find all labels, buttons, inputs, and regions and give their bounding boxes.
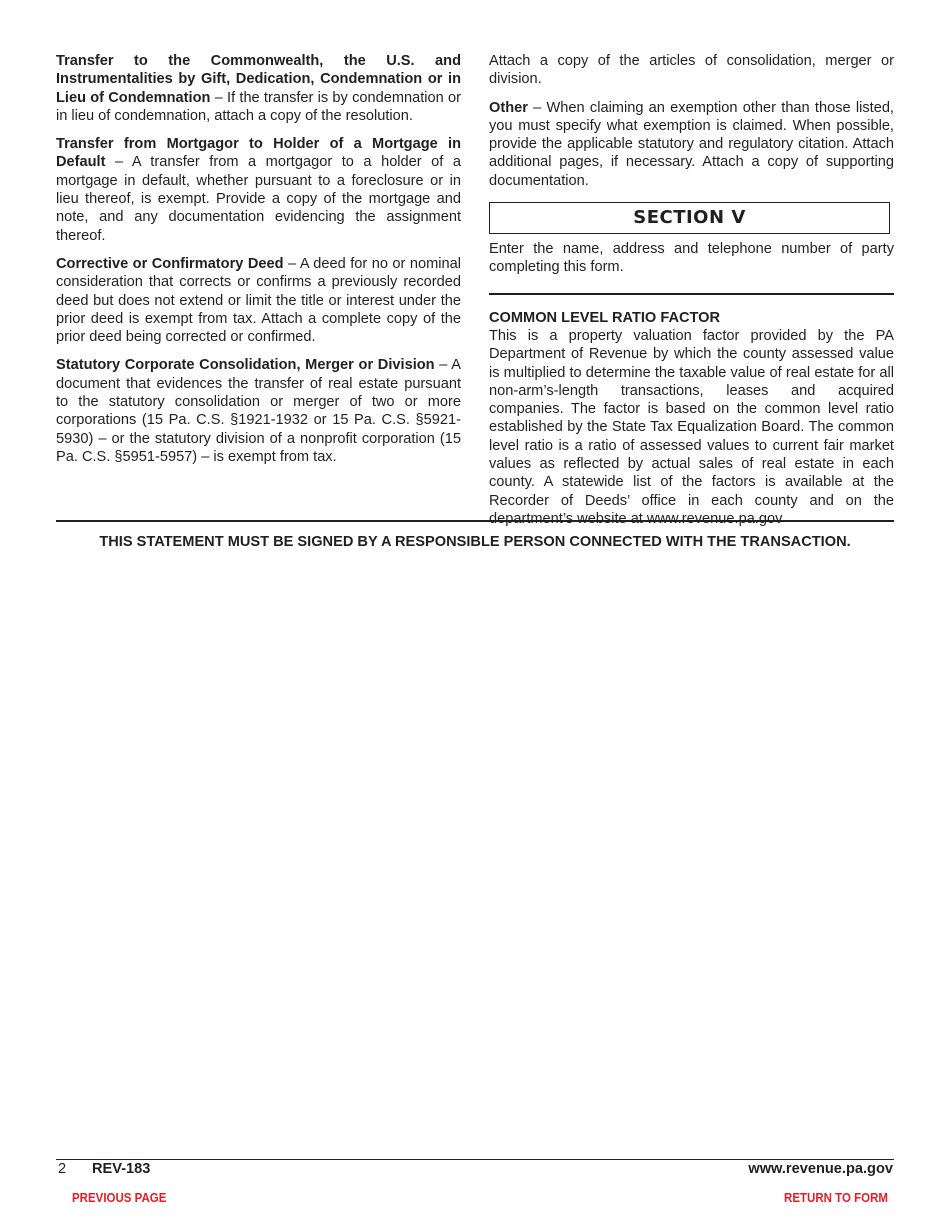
paragraph-heading: Other (489, 99, 528, 116)
paragraph-heading: Transfer to the Commonwealth, the U.S. and Instrumentalities by Gift, Dedication, Condemnation or in Lieu of Condemnation (56, 53, 461, 106)
paragraph-commonwealth-transfer (56, 52, 461, 125)
clr-heading: COMMON LEVEL RATIO FACTOR (489, 309, 721, 326)
signature-statement: THIS STATEMENT MUST BE SIGNED BY A RESPONSIBLE PERSON CONNECTED WITH THE TRANSACTION. (99, 534, 851, 550)
clr-body: This is a property valuation factor provided by the PA Department of Revenue by which the county assessed value is multiplied to determine the taxable value of real estate for all non-arm’s-length transactions, leases and acquired companies. The factor is based on the common level ratio established by the State Tax Equalization Board. The common level ratio is a ratio of assessed values to current fair market values as reflected by actual sales of real estate in each county. A statewide list of the factors is available at the Recorder of Deeds’ office in each county and on the department’s website at www.revenue.pa.gov (489, 327, 894, 527)
paragraph-body: – A deed for no or nominal consideration that corrects or confirms a previously recorded deed but does not extend or limit the title or interest under the prior deed is exempt from tax. Attach a complete copy of the prior deed being corrected or confirmed. (56, 255, 462, 346)
paragraph-articles-intro: Attach a copy of the articles of consolidation, merger or division. (489, 53, 894, 88)
paragraph-other (489, 99, 894, 190)
paragraph-heading: Statutory Corporate Consolidation, Merger or Division (56, 357, 435, 374)
paragraph-heading: Corrective or Confirmatory Deed (56, 255, 284, 272)
paragraph-corporate-consolidation (56, 356, 461, 466)
footer-divider (56, 1159, 894, 1160)
paragraph-corrective-deed (56, 255, 461, 346)
left-column (56, 52, 461, 476)
section-v-header (489, 202, 890, 234)
divider (489, 293, 894, 295)
footer-website: www.revenue.pa.gov (748, 1161, 893, 1177)
paragraph-body: – When claiming an exemption other than those listed, you must specify what exemption is claimed. When possible, provide the applicable statutory and regulatory citation. Attach additional pages, if necessary. Attach a copy of supporting documentation. (489, 99, 894, 189)
paragraph-body: – A document that evidences the transfer of real estate pursuant to the statutory consolidation or merger of two or more corporations (15 Pa. C.S. §1921-1932 or 15 Pa. C.S. §5921-5930) – or the statutory division of a nonprofit corporation (15 Pa. C.S. §5951-5957) – is exempt from tax. (56, 357, 461, 465)
right-column (489, 52, 894, 538)
form-code: REV-183 (92, 1161, 151, 1177)
return-to-form-link[interactable]: RETURN TO FORM (784, 1191, 888, 1205)
paragraph-body: – A transfer from a mortgagor to a holder of a mortgage in default, whether pursuant to a foreclosure or in lieu thereof, is exempt. Provide a copy of the mortgage and note, and any documentation evidencing the assignment thereof. (56, 154, 461, 244)
previous-page-link[interactable]: PREVIOUS PAGE (72, 1191, 167, 1205)
paragraph-body: – If the transfer is by condemnation or in lieu of condemnation, attach a copy of the resolution. (56, 89, 461, 124)
section-title: SECTION V (633, 206, 746, 228)
paragraph-heading: Transfer from Mortgagor to Holder of a Mortgage in Default (56, 136, 461, 171)
divider (56, 520, 894, 522)
section-v-instructions: Enter the name, address and telephone number of party completing this form. (489, 241, 894, 276)
page-number: 2 (58, 1161, 67, 1177)
paragraph-mortgagor-transfer (56, 135, 461, 245)
